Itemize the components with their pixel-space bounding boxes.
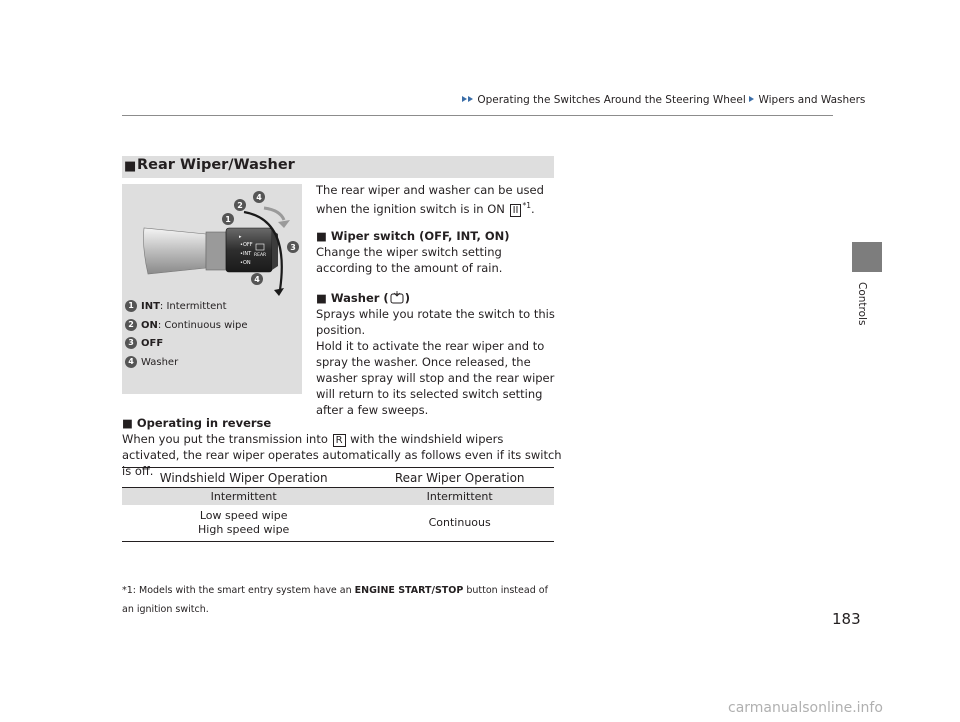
- svg-text:▸: ▸: [239, 234, 242, 240]
- legend-item-washer: 4 Washer: [125, 356, 301, 370]
- washer-body-2: Hold it to activate the rear wiper and to spray the washer. Once released, the washer spray will stop and the rear wiper will return to its selected switch setting after a few sweeps.: [316, 339, 555, 417]
- washer-heading: ■ Washer ( ): [316, 291, 410, 305]
- switch-label-on: •ON: [240, 260, 251, 266]
- section-title: Rear Wiper/Washer: [137, 157, 295, 173]
- breadcrumb: [462, 94, 865, 106]
- washer-body-1: Sprays while you rotate the switch to this position.: [316, 307, 555, 337]
- callout-number: 3: [125, 337, 137, 349]
- table-cell: Continuous: [365, 505, 554, 542]
- table-cell: Intermittent: [122, 488, 365, 506]
- callout-number: 1: [125, 300, 137, 312]
- figure-panel: [122, 184, 302, 394]
- svg-text:4: 4: [254, 275, 260, 284]
- table-header-rear: Rear Wiper Operation: [365, 468, 554, 488]
- svg-text:3: 3: [290, 243, 296, 252]
- header-divider: [122, 115, 833, 116]
- square-bullet-icon: ■: [316, 291, 331, 305]
- breadcrumb-part2[interactable]: Wipers and Washers: [758, 94, 866, 106]
- intro-paragraph: The rear wiper and washer can be used when the ignition switch is in ON II $^{*1}$.: [316, 183, 544, 216]
- reverse-body: When you put the transmission into R with the windshield wipers activated, the rear wiper operates automatically as follows even if its switch is off.: [122, 432, 562, 478]
- wiper-operation-table: [122, 467, 554, 542]
- chapter-tab[interactable]: [852, 242, 882, 272]
- wiper-switch-section: [316, 228, 556, 276]
- callout-number: 2: [125, 319, 137, 331]
- rear-washer-icon: [389, 290, 405, 304]
- reverse-heading: ■ Operating in reverse: [122, 416, 272, 430]
- svg-text:2: 2: [237, 201, 243, 210]
- square-bullet-icon: ■: [124, 159, 137, 174]
- breadcrumb-part1[interactable]: Operating the Switches Around the Steering Wheel: [477, 94, 746, 106]
- gear-r-key: R: [333, 434, 346, 447]
- page-number: 183: [832, 610, 861, 628]
- table-row: [122, 505, 554, 542]
- switch-label-rear: REAR: [254, 253, 267, 258]
- svg-text:4: 4: [256, 193, 262, 202]
- svg-text:1: 1: [225, 215, 231, 224]
- arrow-right-icon: [468, 96, 473, 102]
- table-header-row: [122, 468, 554, 488]
- table-header-windshield: Windshield Wiper Operation: [122, 468, 365, 488]
- switch-label-off: •OFF: [240, 242, 253, 248]
- footnote-ref[interactable]: *1: [522, 201, 532, 210]
- switch-label-int: •INT: [240, 251, 252, 257]
- watermark: carmanualsonline.info: [728, 700, 883, 716]
- table-row: [122, 488, 554, 506]
- legend-item-on: 2 ON: Continuous wipe: [125, 319, 301, 333]
- table-cell: Intermittent: [365, 488, 554, 506]
- table-cell: Low speed wipe High speed wipe: [122, 505, 365, 542]
- section-header: [122, 156, 554, 178]
- wiper-switch-illustration: [122, 184, 302, 302]
- callout-number: 4: [125, 356, 137, 368]
- arrow-right-icon: [749, 96, 754, 102]
- legend-item-off: 3 OFF: [125, 337, 301, 351]
- wiper-switch-body: Change the wiper switch setting according to the amount of rain.: [316, 245, 503, 275]
- square-bullet-icon: ■: [122, 416, 137, 430]
- footnote: *1: Models with the smart entry system have an ENGINE START/STOP button instead of an ignition switch.: [122, 585, 548, 615]
- legend-item-int: 1 INT: Intermittent: [125, 300, 301, 314]
- square-bullet-icon: ■: [316, 229, 331, 243]
- arrow-right-icon: [462, 96, 467, 102]
- chapter-label: Controls: [856, 282, 868, 326]
- wiper-switch-heading: ■ Wiper switch (OFF, INT, ON): [316, 229, 510, 243]
- washer-section: [316, 290, 556, 418]
- ignition-position-key: II: [510, 204, 522, 217]
